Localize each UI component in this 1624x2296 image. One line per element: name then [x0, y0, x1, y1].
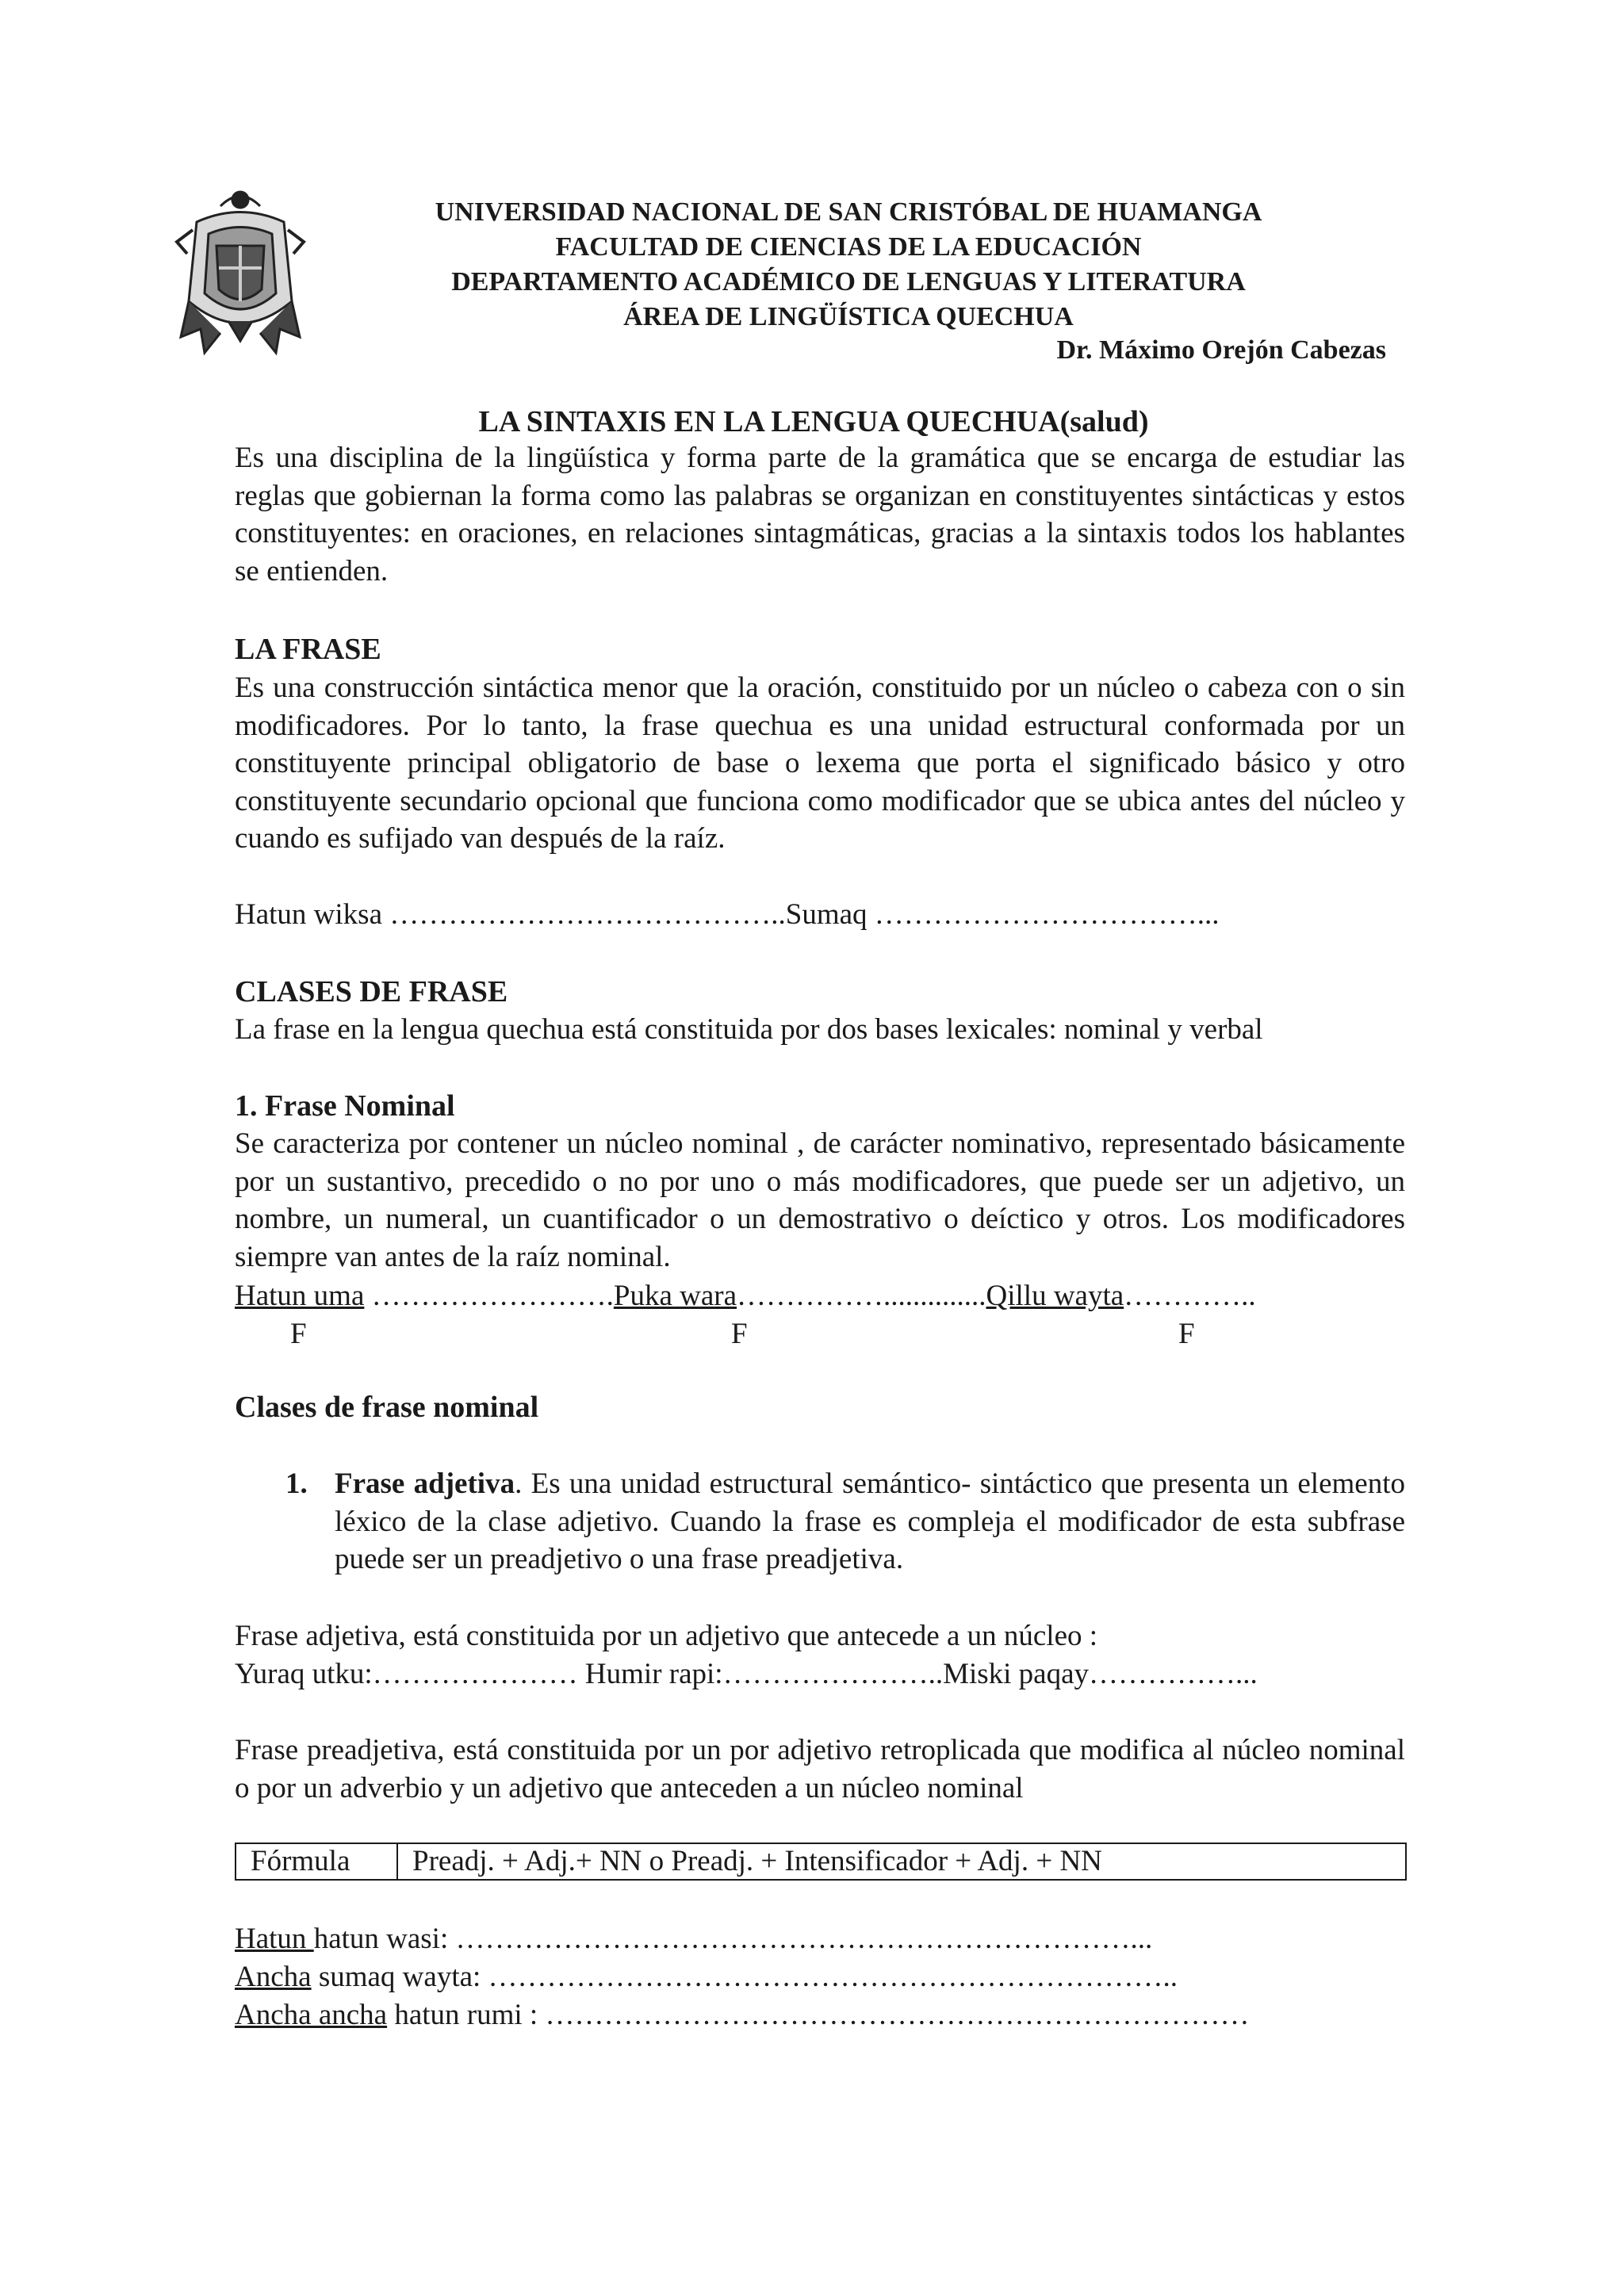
- author-name: Dr. Máximo Orejón Cabezas: [1056, 335, 1386, 365]
- example-dots: …………..: [1124, 1280, 1256, 1312]
- department-name: DEPARTAMENTO ACADÉMICO DE LENGUAS Y LITERATURA: [451, 267, 1246, 297]
- formula-label-cell: Fórmula: [236, 1843, 397, 1880]
- example-underlined-word: Hatun uma: [235, 1280, 365, 1312]
- example-underlined-word: Puka wara: [613, 1280, 737, 1312]
- intro-paragraph: Es una disciplina de la lingüística y forma parte de la gramática que se encarga de estudiar las reglas que gobiernan la forma como las palabras se organizan en constituyentes sintácticas y estos constituyentes: en oraciones, en relaciones sintagmáticas, gracias a la sintaxis todos los hablantes se entienden.: [235, 442, 1405, 587]
- list-item: [235, 1958, 1405, 1996]
- example-underlined-word: Qillu wayta: [986, 1280, 1124, 1312]
- section-heading-frase: LA FRASE: [235, 633, 381, 666]
- preadjetiva-paragraph: Frase preadjetiva, está constituida por un por adjetivo retroplicada que modifica al núcleo nominal o por un adverbio y un adjetivo que anteceden a un núcleo nominal: [235, 1734, 1405, 1804]
- nominal-paragraph: Se caracteriza por contener un núcleo nominal , de carácter nominativo, representado básicamente por un sustantivo, precedido o no por uno o más modificadores, que puede ser un adjetivo, un nombre, un numeral, un cuantificador o un demostrativo o deíctico y otros. Los modificadores siempre van antes de la raíz nominal.: [235, 1127, 1405, 1273]
- document-title: LA SINTAXIS EN LA LENGUA QUECHUA(salud): [478, 405, 1149, 438]
- example-underlined-word: Ancha: [235, 1961, 312, 1993]
- faculty-name: FACULTAD DE CIENCIAS DE LA EDUCACIÓN: [555, 232, 1142, 262]
- university-name: UNIVERSIDAD NACIONAL DE SAN CRISTÓBAL DE HUAMANGA: [435, 197, 1262, 227]
- list-item-text: . Es una unidad estructural semántico- sintáctico que presenta un elemento léxico de la clase adjetivo. Cuando la frase es compleja el modificador de esta subfrase puede ser un preadjetivo o una frase preadjetiva.: [335, 1468, 1405, 1575]
- university-seal-icon: [173, 182, 308, 365]
- f-mark: F: [731, 1318, 748, 1350]
- example-dots: …………………….: [364, 1280, 614, 1312]
- section-heading-nominal: 1. Frase Nominal: [235, 1089, 455, 1123]
- example-rest: hatun rumi : ………………………………………………………………: [387, 1999, 1250, 2031]
- list-item-title: Frase adjetiva: [335, 1468, 515, 1500]
- adjetiva-paragraph: Frase adjetiva, está constituida por un adjetivo que antecede a un núcleo :: [235, 1620, 1098, 1652]
- example-rest: hatun wasi: ……………………………………………………………...: [313, 1923, 1153, 1955]
- table-row: [236, 1843, 1406, 1880]
- nominal-example-line: [235, 1277, 1405, 1315]
- adjetiva-example-line: Yuraq utku:………………… Humir rapi:…………………..Miski paqay……………...: [235, 1658, 1258, 1690]
- document-header: [317, 195, 1380, 335]
- example-rest: sumaq wayta: ……………………………………………………………..: [311, 1961, 1178, 1993]
- section-heading-clases-nominal: Clases de frase nominal: [235, 1391, 539, 1424]
- clases-paragraph: La frase en la lengua quechua está constituida por dos bases lexicales: nominal y verbal: [235, 1013, 1263, 1046]
- list-number: 1.: [285, 1468, 308, 1500]
- list-item: [235, 1920, 1405, 1958]
- f-mark: F: [1178, 1318, 1195, 1350]
- frase-example-line: Hatun wiksa …………………………………..Sumaq ……………………………...: [235, 898, 1220, 931]
- formula-table: [235, 1843, 1407, 1881]
- section-heading-clases: CLASES DE FRASE: [235, 975, 508, 1008]
- example-dots: ……………..............: [737, 1280, 986, 1312]
- example-underlined-word: Ancha ancha: [235, 1999, 388, 2031]
- example-underlined-word: Hatun: [235, 1923, 314, 1955]
- area-name: ÁREA DE LINGÜÍSTICA QUECHUA: [623, 302, 1074, 331]
- formula-value-cell: Preadj. + Adj.+ NN o Preadj. + Intensificador + Adj. + NN: [397, 1843, 1406, 1880]
- frase-paragraph: Es una construcción sintáctica menor que la oración, constituido por un núcleo o cabeza con o sin modificadores. Por lo tanto, la frase quechua es una unidad estructural conformada por un constituyente principal obligatorio de base o lexema que porta el significado básico y otro constituyente secundario opcional que funciona como modificador que se ubica antes del núcleo y cuando es sufijado van después de la raíz.: [235, 672, 1405, 855]
- list-item: [285, 1465, 1405, 1578]
- f-mark: F: [290, 1318, 307, 1350]
- list-item: [235, 1996, 1405, 2034]
